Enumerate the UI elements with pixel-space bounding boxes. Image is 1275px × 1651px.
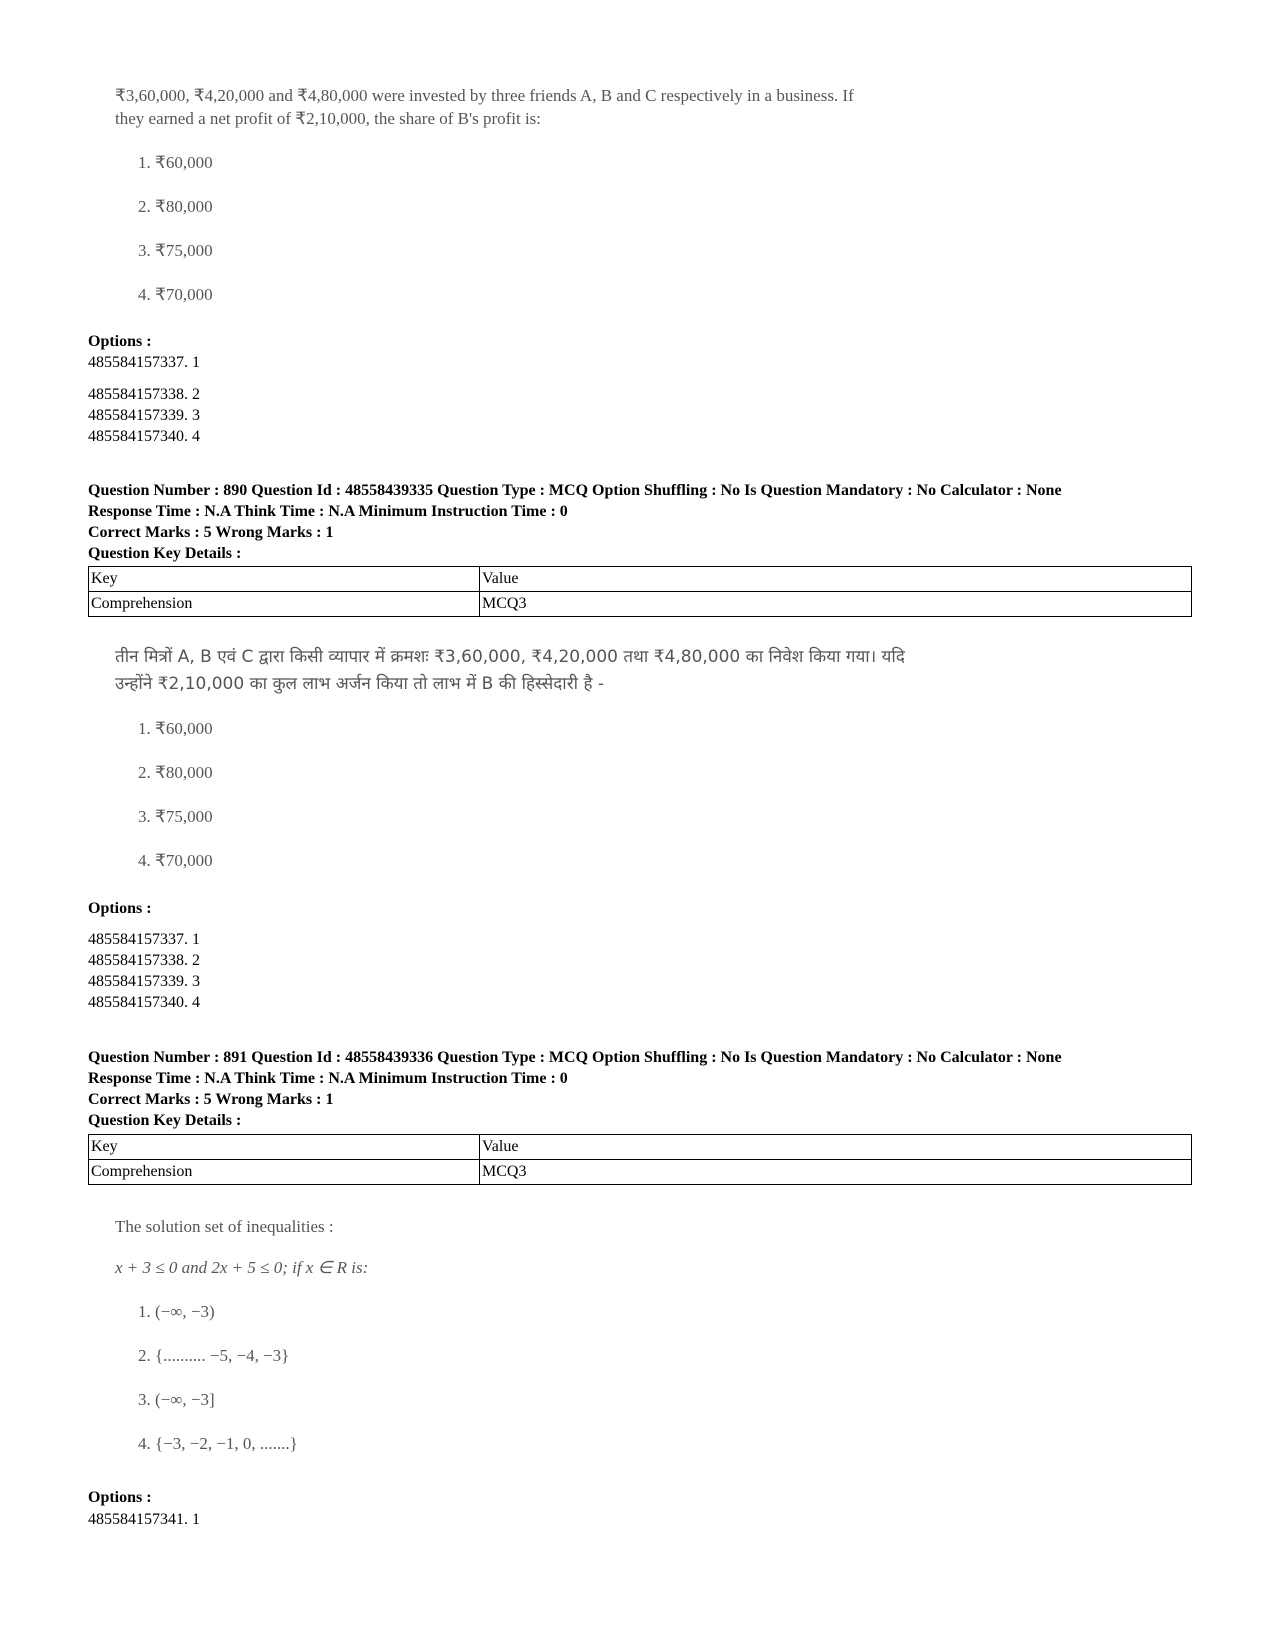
table-header-row — [89, 1135, 1192, 1160]
question-image-2 — [115, 645, 1015, 875]
option-id: 485584157340. 4 — [88, 994, 200, 1011]
table-header-key: Key — [89, 567, 480, 592]
choice-4: 4. {−3, −2, −1, 0, .......} — [138, 1434, 298, 1453]
option-id: 485584157338. 2 — [88, 952, 200, 969]
choice-2: 2. ₹80,000 — [138, 197, 213, 216]
choice-2: 2. ₹80,000 — [138, 763, 213, 782]
option-id: 485584157339. 3 — [88, 407, 200, 424]
question-key-details-label: Question Key Details : — [88, 545, 242, 562]
table-header-key: Key — [89, 1135, 480, 1160]
question-meta-line: Correct Marks : 5 Wrong Marks : 1 — [88, 524, 334, 541]
table-header-value: Value — [480, 1135, 1192, 1160]
choice-3: 3. (−∞, −3] — [138, 1390, 215, 1409]
question-text-line: तीन मित्रों A, B एवं C द्वारा किसी व्यापार में क्रमशः ₹3,60,000, ₹4,20,000 तथा ₹4,80,000 का निवेश किया गया। यदि — [115, 647, 905, 667]
question-key-table — [88, 1134, 1192, 1185]
choice-4: 4. ₹70,000 — [138, 851, 213, 870]
option-id: 485584157339. 3 — [88, 973, 200, 990]
option-id: 485584157340. 4 — [88, 428, 200, 445]
question-image-3 — [115, 1215, 715, 1455]
question-meta-line: Question Number : 890 Question Id : 48558439335 Question Type : MCQ Option Shuffling : No Is Question Mandatory : No Calculator : None — [88, 482, 1062, 499]
question-meta-line: Question Number : 891 Question Id : 48558439336 Question Type : MCQ Option Shuffling : No Is Question Mandatory : No Calculator : None — [88, 1049, 1062, 1066]
question-text-line: they earned a net profit of ₹2,10,000, the share of B's profit is: — [115, 109, 542, 128]
question-text-line: उन्होंने ₹2,10,000 का कुल लाभ अर्जन किया तो लाभ में B की हिस्सेदारी है - — [115, 674, 605, 694]
table-cell-value: MCQ3 — [480, 592, 1192, 617]
choice-1: 1. (−∞, −3) — [138, 1302, 215, 1321]
question-text-line: x + 3 ≤ 0 and 2x + 5 ≤ 0; if x ∈ R is: — [115, 1258, 369, 1277]
question-meta-line: Response Time : N.A Think Time : N.A Minimum Instruction Time : 0 — [88, 1070, 568, 1087]
option-id: 485584157337. 1 — [88, 354, 200, 371]
option-id: 485584157341. 1 — [88, 1511, 200, 1528]
option-id: 485584157337. 1 — [88, 931, 200, 948]
table-cell-key: Comprehension — [89, 592, 480, 617]
options-label: Options : — [88, 333, 152, 350]
option-id: 485584157338. 2 — [88, 386, 200, 403]
choice-2: 2. {.......... −5, −4, −3} — [138, 1346, 290, 1365]
table-header-value: Value — [480, 567, 1192, 592]
table-header-row — [89, 567, 1192, 592]
question-meta-line: Response Time : N.A Think Time : N.A Minimum Instruction Time : 0 — [88, 503, 568, 520]
choice-1: 1. ₹60,000 — [138, 153, 213, 172]
choice-3: 3. ₹75,000 — [138, 807, 213, 826]
question-key-details-label: Question Key Details : — [88, 1112, 242, 1129]
question-image-1 — [115, 84, 1015, 309]
options-label: Options : — [88, 1489, 152, 1506]
choice-4: 4. ₹70,000 — [138, 285, 213, 304]
question-key-table — [88, 566, 1192, 617]
question-meta-line: Correct Marks : 5 Wrong Marks : 1 — [88, 1091, 334, 1108]
table-row — [89, 592, 1192, 617]
table-row — [89, 1160, 1192, 1185]
choice-1: 1. ₹60,000 — [138, 719, 213, 738]
choice-3: 3. ₹75,000 — [138, 241, 213, 260]
question-text-line: The solution set of inequalities : — [115, 1217, 334, 1236]
options-label: Options : — [88, 900, 152, 917]
question-text-line: ₹3,60,000, ₹4,20,000 and ₹4,80,000 were invested by three friends A, B and C respectively in a business. If — [115, 86, 854, 105]
table-cell-value: MCQ3 — [480, 1160, 1192, 1185]
table-cell-key: Comprehension — [89, 1160, 480, 1185]
